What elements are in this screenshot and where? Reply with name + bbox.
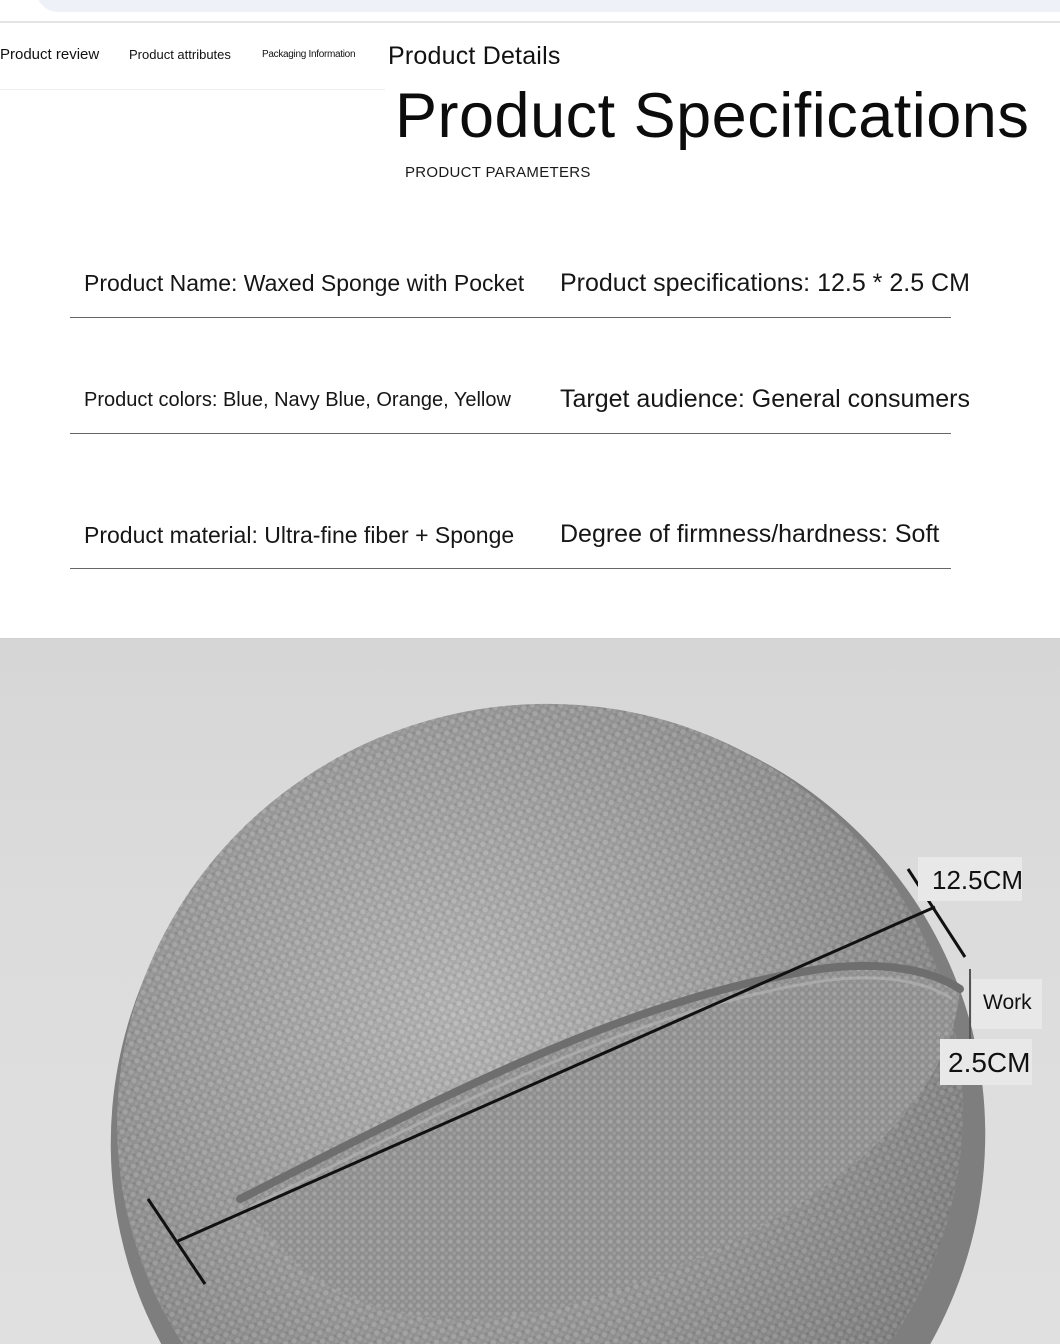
spec-product-material: Product material: Ultra-fine fiber + Sponge	[84, 522, 515, 548]
tab-product-attributes[interactable]: Product attributes	[129, 47, 231, 62]
spec-firmness: Degree of firmness/hardness: Soft	[560, 520, 940, 548]
spec-row	[70, 380, 970, 434]
spec-product-name: Product Name: Waxed Sponge with Pocket	[84, 270, 525, 296]
thickness-label: 2.5CM	[948, 1047, 1031, 1078]
top-strip	[0, 0, 1060, 22]
spec-target-audience: Target audience: General consumers	[560, 385, 970, 413]
tab-packaging-information[interactable]: Packaging Information	[262, 49, 356, 60]
section-subtitle: PRODUCT PARAMETERS	[405, 164, 591, 181]
page-title: Product Specifications	[395, 81, 1030, 151]
sponge-illustration	[0, 639, 1060, 1344]
spec-product-colors: Product colors: Blue, Navy Blue, Orange, Yellow	[84, 389, 511, 411]
spec-row	[70, 514, 951, 569]
spec-product-specifications: Product specifications: 12.5 * 2.5 CM	[560, 269, 970, 297]
diameter-label: 12.5CM	[932, 865, 1024, 895]
product-photo	[0, 638, 1060, 1344]
spec-row	[70, 262, 970, 318]
work-label: Work	[983, 991, 1032, 1014]
search-bar[interactable]	[36, 0, 1060, 12]
top-divider	[0, 21, 1060, 23]
tab-product-review[interactable]: Product review	[0, 46, 100, 63]
tab-product-details[interactable]: Product Details	[388, 42, 561, 70]
tab-bar	[0, 38, 385, 90]
